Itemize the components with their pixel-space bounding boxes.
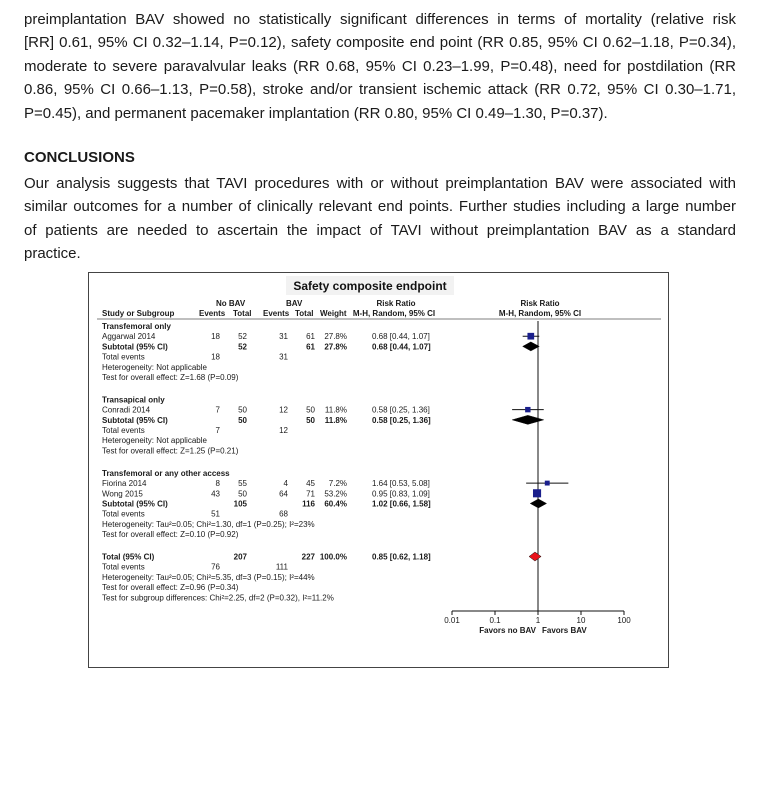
total-events-label: Total events <box>102 509 145 519</box>
header-group-bav: BAV <box>286 299 303 308</box>
x-tick-label: 0.01 <box>444 616 460 625</box>
paragraph-line: similar outcomes for a number of clinically relevant end points. Further studies including a large number <box>24 198 736 216</box>
subgroup-heading: Transfemoral only <box>102 322 171 331</box>
risk-ratio-ci: 0.58 [0.25, 1.36] <box>372 405 430 415</box>
total-no-bav: 207 <box>233 552 247 562</box>
total-bav: 45 <box>306 479 315 489</box>
weight-cell: 11.8% <box>324 415 347 425</box>
header-group-no-bav: No BAV <box>216 299 246 308</box>
total-events-bav: 111 <box>275 562 288 572</box>
header-study: Study or Subgroup <box>102 309 175 318</box>
paragraph-line: [RR] 0.61, 95% CI 0.32–1.14, P=0.12), safety composite end point (RR 0.85, 95% CI 0.62–1.18, P=0.34), <box>24 34 736 52</box>
x-tick-label: 0.1 <box>489 616 501 625</box>
header-method: M-H, Random, 95% CI <box>352 309 436 318</box>
events-no-bav: 43 <box>211 489 220 499</box>
subgroup-heading: Transfemoral or any other access <box>102 468 230 478</box>
weight-cell: 53.2% <box>324 489 347 499</box>
header-events-1: Events <box>199 309 226 318</box>
weight-cell: 11.8% <box>324 405 347 415</box>
favors-right-label: Favors BAV <box>542 626 587 635</box>
forest-plot-figure <box>88 272 669 668</box>
events-no-bav: 18 <box>211 332 220 342</box>
study-marker-square <box>527 333 534 340</box>
heterogeneity-text: Heterogeneity: Tau²=0.05; Chi²=5.35, df=3 (P=0.15); I²=44% <box>102 572 315 582</box>
subgroup-heading: Transapical only <box>102 395 165 405</box>
subtotal-diamond <box>512 415 544 424</box>
total-bav: 227 <box>301 552 315 562</box>
study-marker-square <box>533 489 541 497</box>
weight-cell: 100.0% <box>319 552 347 562</box>
total-events-no-bav: 51 <box>211 509 220 519</box>
header-risk-ratio: Risk Ratio <box>376 299 416 308</box>
x-tick-label: 10 <box>576 616 586 625</box>
total-no-bav: 50 <box>238 415 247 425</box>
total-no-bav: 105 <box>233 499 247 509</box>
weight-cell: 7.2% <box>328 479 347 489</box>
subtotal-diamond <box>523 342 540 351</box>
header-events-2: Events <box>263 309 290 318</box>
events-bav: 64 <box>279 489 288 499</box>
total-events-no-bav: 76 <box>211 562 220 572</box>
study-label: Aggarwal 2014 <box>102 332 156 342</box>
weight-cell: 27.8% <box>324 332 347 342</box>
subtotal-diamond <box>530 499 546 508</box>
x-tick-label: 100 <box>617 616 631 625</box>
events-no-bav: 8 <box>215 479 220 489</box>
results-paragraph <box>24 8 736 125</box>
total-no-bav: 52 <box>238 342 247 352</box>
plot-title: Safety composite endpoint <box>293 279 447 293</box>
paragraph-line: practice. <box>24 245 81 263</box>
forest-plot <box>89 273 668 667</box>
total-events-no-bav: 7 <box>215 426 220 436</box>
risk-ratio-ci: 0.68 [0.44, 1.07] <box>372 342 431 352</box>
heterogeneity-text: Heterogeneity: Not applicable <box>102 436 207 446</box>
risk-ratio-ci: 0.85 [0.62, 1.18] <box>372 552 431 562</box>
header-total-2: Total <box>295 309 314 318</box>
events-bav: 12 <box>279 405 288 415</box>
events-bav: 31 <box>279 332 288 342</box>
total-bav: 71 <box>306 489 315 499</box>
risk-ratio-ci: 0.68 [0.44, 1.07] <box>372 332 430 342</box>
total-bav: 61 <box>306 332 315 342</box>
total-events-bav: 12 <box>279 426 288 436</box>
weight-cell: 27.8% <box>324 342 347 352</box>
risk-ratio-ci: 1.64 [0.53, 5.08] <box>372 479 430 489</box>
subtotal-label: Subtotal (95% CI) <box>102 499 168 509</box>
paragraph-line: preimplantation BAV showed no statistically significant differences in terms of mortality (relative risk <box>24 11 736 28</box>
total-no-bav: 50 <box>238 405 247 415</box>
conclusions-paragraph <box>24 172 736 266</box>
total-bav: 50 <box>306 405 315 415</box>
total-no-bav: 50 <box>238 489 247 499</box>
heterogeneity-text: Heterogeneity: Tau²=0.05; Chi²=1.30, df=1 (P=0.25); I²=23% <box>102 519 315 529</box>
subtotal-label: Subtotal (95% CI) <box>102 415 168 425</box>
total-events-label: Total events <box>102 426 145 436</box>
paragraph-line: moderate to severe paravalvular leaks (RR 0.68, 95% CI 0.23–1.99, P=0.48), need for postdilation (RR <box>24 57 736 75</box>
risk-ratio-ci: 0.95 [0.83, 1.09] <box>372 489 430 499</box>
overall-effect-text: Test for overall effect: Z=0.10 (P=0.92) <box>102 530 239 540</box>
total-bav: 116 <box>302 499 315 509</box>
total-no-bav: 55 <box>238 479 247 489</box>
overall-effect-text: Test for overall effect: Z=1.25 (P=0.21) <box>102 446 239 456</box>
header-method-2: M-H, Random, 95% CI <box>498 309 582 318</box>
subtotal-label: Total (95% CI) <box>102 552 155 562</box>
conclusions-heading: CONCLUSIONS <box>24 149 135 166</box>
paragraph-line: 0.86, 95% CI 0.66–1.13, P=0.58), stroke and/or transient ischemic attack (RR 0.72, 95% CI 0.30–1.71, <box>24 81 736 99</box>
header-risk-ratio-2: Risk Ratio <box>520 299 560 308</box>
paragraph-line: P=0.45), and permanent pacemaker implantation (RR 0.80, 95% CI 0.49–1.30, P=0.37). <box>24 104 608 122</box>
study-marker-square <box>545 481 550 486</box>
total-events-bav: 68 <box>279 509 288 519</box>
total-events-label: Total events <box>102 562 145 572</box>
heterogeneity-text: Heterogeneity: Not applicable <box>102 362 207 372</box>
risk-ratio-ci: 1.02 [0.66, 1.58] <box>372 499 431 509</box>
total-events-bav: 31 <box>279 352 288 362</box>
events-no-bav: 7 <box>215 405 220 415</box>
study-label: Fiorina 2014 <box>102 479 147 489</box>
study-marker-square <box>525 407 530 412</box>
header-total-1: Total <box>233 309 252 318</box>
paragraph-line: of patients are needed to ascertain the impact of TAVI without preimplantation BAV as a standard <box>24 221 736 239</box>
total-bav: 61 <box>306 342 315 352</box>
total-events-label: Total events <box>102 352 145 362</box>
favors-left-label: Favors no BAV <box>479 626 536 635</box>
events-bav: 4 <box>283 479 288 489</box>
overall-effect-text: Test for overall effect: Z=0.96 (P=0.34) <box>102 583 239 593</box>
study-label: Conradi 2014 <box>102 405 151 415</box>
subtotal-label: Subtotal (95% CI) <box>102 342 168 352</box>
header-weight: Weight <box>320 309 347 318</box>
weight-cell: 60.4% <box>324 499 347 509</box>
total-no-bav: 52 <box>238 332 247 342</box>
risk-ratio-ci: 0.58 [0.25, 1.36] <box>372 415 431 425</box>
x-tick-label: 1 <box>535 616 541 625</box>
study-label: Wong 2015 <box>102 489 143 499</box>
total-bav: 50 <box>306 415 315 425</box>
overall-effect-text: Test for overall effect: Z=1.68 (P=0.09) <box>102 373 239 382</box>
overall-diamond <box>529 552 541 561</box>
total-events-no-bav: 18 <box>211 352 220 362</box>
paragraph-line: Our analysis suggests that TAVI procedures with or without preimplantation BAV were associated with <box>24 175 736 192</box>
subgroup-difference-text: Test for subgroup differences: Chi²=2.25, df=2 (P=0.32), I²=11.2% <box>102 593 334 603</box>
